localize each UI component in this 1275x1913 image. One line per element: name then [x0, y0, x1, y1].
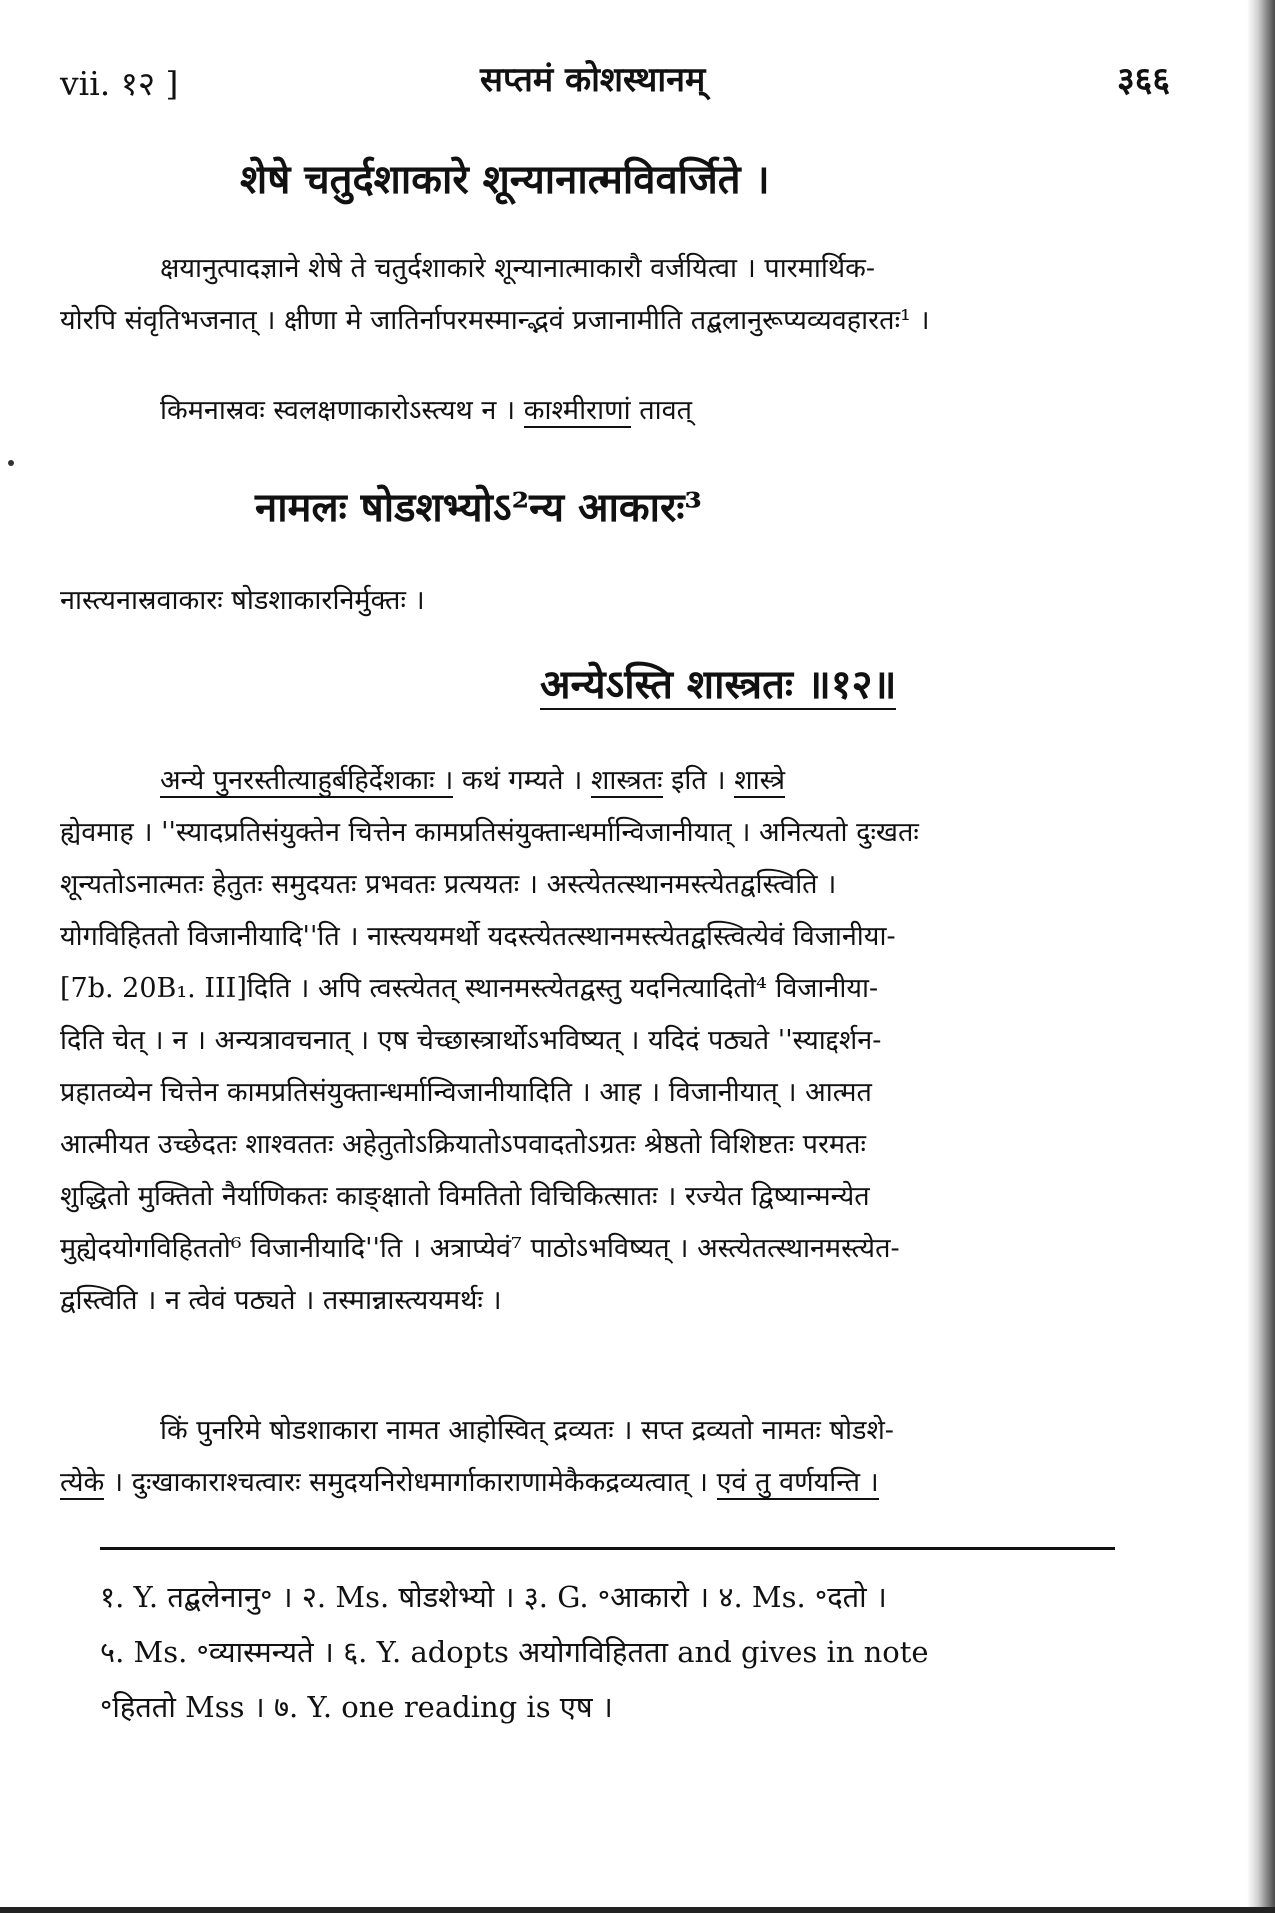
page-bottom-edge: [0, 1907, 1275, 1913]
text-line: प्रहातव्येन चित्तेन कामप्रतिसंयुक्तान्धर्मान्विजानीयादिति । आह । विजानीयात् । आत्मत: [60, 1077, 872, 1108]
underlined-text: शास्त्रतः: [590, 765, 663, 796]
text-line: किं पुनरिमे षोडशाकारा नामत आहोस्वित् द्रव्यतः । सप्त द्रव्यतो नामतः षोडशे-: [160, 1415, 894, 1446]
text-line: योरपि संवृतिभजनात् । क्षीणा मे जातिर्नापरमस्मान्द्भवं प्रजानामीति तद्बलानुरूप्यव्यवहारतः¹ ।: [60, 305, 930, 336]
commentary-paragraph-1: [60, 243, 1120, 347]
commentary-paragraph-5: [60, 1405, 1120, 1509]
text-span: तावत्: [639, 395, 693, 426]
commentary-paragraph-3: [60, 575, 1120, 627]
footnotes: [100, 1570, 1120, 1735]
text-line: क्षयानुत्पादज्ञाने शेषे ते चतुर्दशाकारे शून्यानात्माकारौ वर्जयित्वा । पारमार्थिक-: [160, 253, 876, 284]
text-line: शुद्धितो मुक्तितो नैर्याणिकतः काङ्क्षातो विमतितो विचिकित्सातः । रज्येत द्विष्यान्मन्येत: [60, 1181, 870, 1212]
verse-3: [540, 655, 896, 710]
underlined-text: काश्मीराणां: [523, 395, 631, 426]
speck: [8, 460, 14, 466]
text-line: दिति चेत् । न । अन्यत्रावचनात् । एष चेच्छास्त्रार्थोऽभविष्यत् । यदिदं पठ्यते ''स्याद्दर्शन-: [60, 1025, 882, 1056]
footnote-line: १. Y. तद्बलेनानु॰ । २. Ms. षोडशेभ्यो । ३. G. ॰आकारो । ४. Ms. ॰दतो ।: [100, 1580, 887, 1614]
text-line: [7b. 20B₁. III]दिति । अपि त्वस्त्येतत् स्थानमस्त्येतद्वस्तु यदनित्यादितो⁴ विजानीया-: [60, 973, 879, 1004]
header-title: सप्तमं कोशस्थानम्: [480, 60, 706, 100]
text-line: द्वस्त्विति । न त्वेवं पठ्यते । तस्मान्नास्त्ययमर्थः ।: [60, 1285, 502, 1316]
text-line: नास्त्यनास्रवाकारः षोडशाकारनिर्मुक्तः ।: [60, 585, 425, 616]
commentary-paragraph-2: [60, 385, 1120, 437]
header-page-number: ३६६: [1116, 60, 1170, 100]
text-span: किमनास्रवः स्वलक्षणाकारोऽस्त्यथ न ।: [160, 395, 516, 426]
text-line: आत्मीयत उच्छेदतः शाश्वततः अहेतुतोऽक्रियातोऽपवादतोऽग्रतः श्रेष्ठतो विशिष्टतः परमतः: [60, 1129, 866, 1160]
underlined-verse: अन्येऽस्ति शास्त्रतः ॥१२॥: [540, 661, 897, 708]
footnote-line: ५. Ms. ॰व्यास्मन्यते । ६. Y. adopts अयोगविहितता and gives in note: [100, 1635, 929, 1669]
text-span: । दुःखाकाराश्चत्वारः समुदयनिरोधमार्गाकाराणामेकैकद्रव्यत्वात् ।: [112, 1467, 708, 1498]
text-line: ह्येवमाह । ''स्यादप्रतिसंयुक्तेन चित्तेन कामप्रतिसंयुक्तान्धर्मान्विजानीयात् । अनित्यतो दुःखतः: [60, 817, 919, 848]
text-line: [60, 1457, 1120, 1509]
text-line: [60, 755, 1120, 807]
header-section-ref: vii. १२ ]: [60, 64, 179, 103]
footnote-separator: [100, 1547, 1115, 1550]
text-line: [60, 385, 1120, 437]
underlined-text: एवं तु वर्णयन्ति ।: [716, 1467, 879, 1498]
underlined-text: अन्ये पुनरस्तीत्याहुर्बहिर्देशकाः ।: [160, 765, 454, 796]
footnote-line: ॰हिततो Mss । ७. Y. one reading is एष ।: [100, 1690, 613, 1724]
text-span: इति ।: [671, 765, 726, 796]
text-span: कथं गम्यते ।: [461, 765, 583, 796]
page-edge-shadow: [1247, 0, 1275, 1913]
underlined-text: त्येके: [60, 1467, 105, 1498]
text-line: योगविहिततो विजानीयादि''ति । नास्त्ययमर्थो यदस्त्येतत्स्थानमस्त्येतद्वस्त्वित्येवं विजानीया-: [60, 921, 896, 952]
commentary-paragraph-4: [60, 755, 1120, 1327]
running-header: [60, 50, 1170, 103]
verse-2: नामलः षोडशभ्योऽ²न्य आकारः³: [255, 484, 702, 531]
text-line: मुह्येदयोगविहिततो⁶ विजानीयादि''ति । अत्राप्येवं⁷ पाठोऽभविष्यत् । अस्त्येतत्स्थानमस्त्येत-: [60, 1233, 900, 1264]
underlined-text: शास्त्रे: [734, 765, 785, 796]
text-line: शून्यतोऽनात्मतः हेतुतः समुदयतः प्रभवतः प्रत्ययतः । अस्त्येतत्स्थानमस्त्येतद्वस्त्विति ।: [60, 869, 837, 900]
verse-1: शेषे चतुर्दशाकारे शून्यानात्मविवर्जिते ।: [240, 156, 770, 203]
